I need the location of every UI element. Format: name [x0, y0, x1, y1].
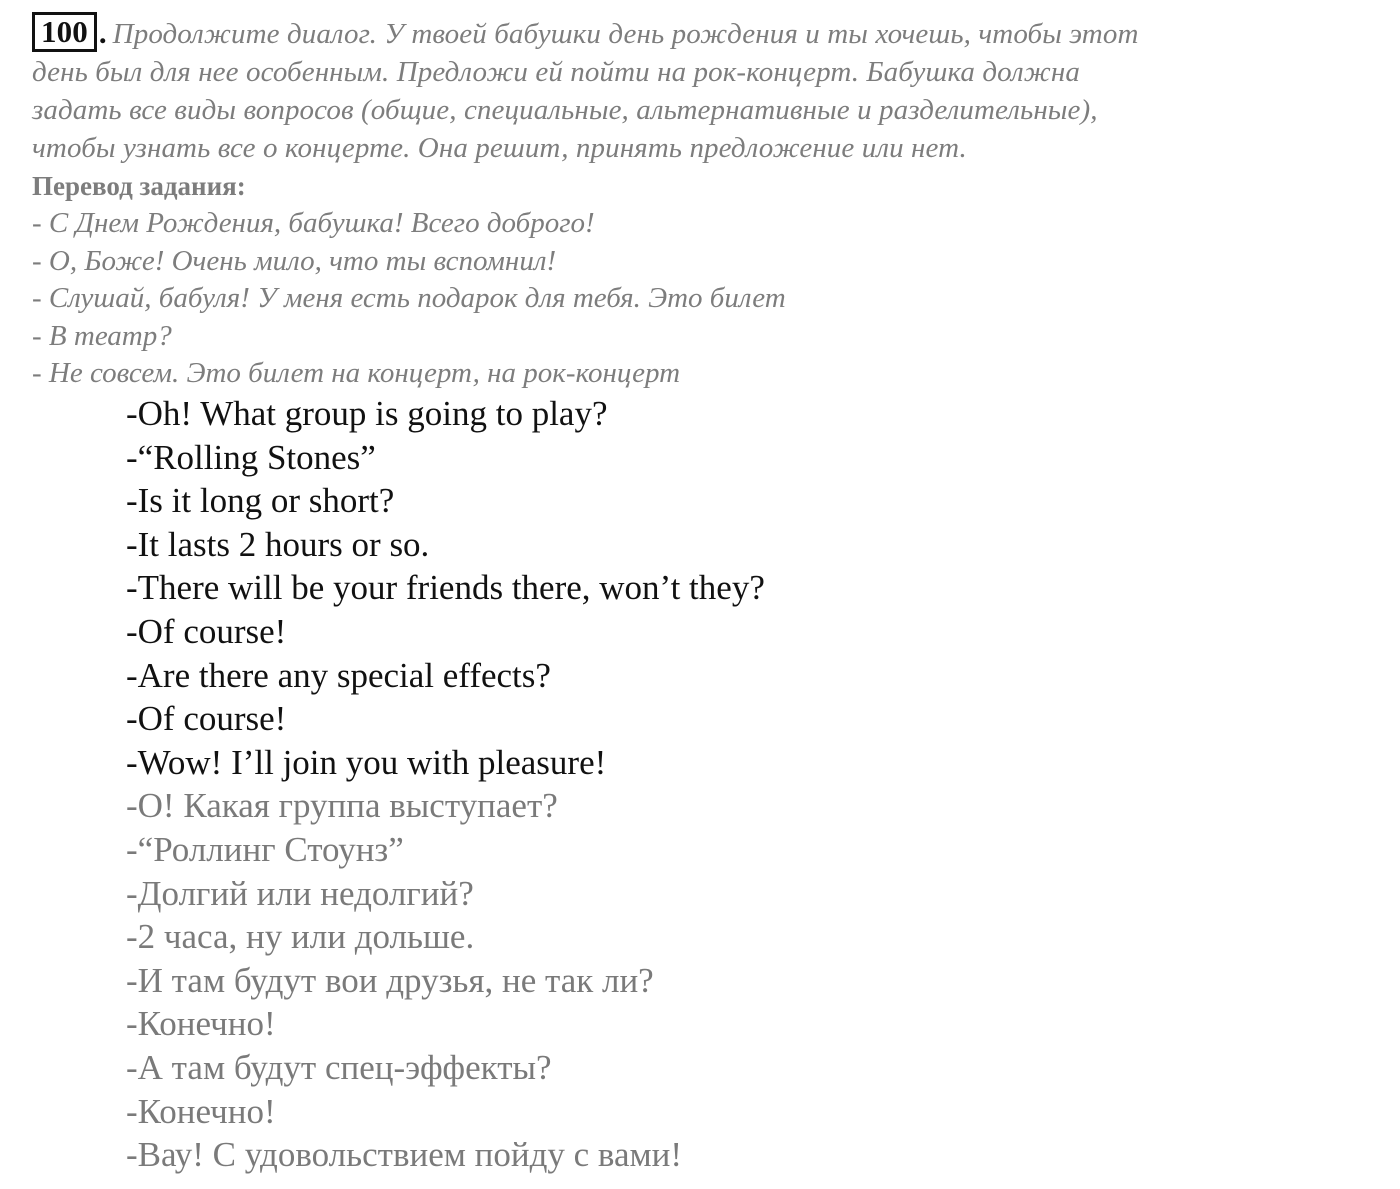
task-number-dot: .: [98, 15, 107, 50]
translation-line: - В театр?: [32, 319, 172, 352]
translation-line: - Не совсем. Это билет на концерт, на рок-концерт: [32, 357, 681, 389]
dialog-ru-line: -Вау! С удовольствием пойду с вами!: [126, 1135, 683, 1175]
task-number-box: 100: [32, 12, 97, 52]
translation-line: - О, Боже! Очень мило, что ты вспомнил!: [32, 244, 557, 277]
dialog-ru-line: -И там будут вои друзья, не так ли?: [126, 960, 654, 1000]
dialog-ru-line: -Конечно!: [126, 1091, 276, 1131]
dialog-ru-line: -А там будут спец-эффекты?: [126, 1047, 552, 1087]
task-block: [32, 14, 1362, 393]
dialog-en-line: -Of course!: [126, 699, 287, 739]
task-text-1: Продолжите диалог. У твоей бабушки день рождения и ты хочешь, чтобы этот: [112, 18, 1139, 50]
dialog-en-line: -“Rolling Stones”: [126, 437, 376, 477]
dialog-en-line: -Is it long or short?: [126, 481, 395, 521]
dialog-en-line: -It lasts 2 hours or so.: [126, 524, 430, 564]
dialog-block: [126, 392, 1326, 1177]
task-line-4: чтобы узнать все о концерте. Она решит, принять предложение или нет.: [32, 132, 967, 164]
dialog-en-line: -Are there any special effects?: [126, 655, 551, 695]
task-line-2: день был для нее особенным. Предложи ей пойти на рок-концерт. Бабушка должна: [32, 56, 1080, 88]
dialog-en-line: -Of course!: [126, 611, 287, 651]
translation-heading: Перевод задания:: [32, 171, 246, 201]
task-line-3: задать все виды вопросов (общие, специальные, альтернативные и разделительные),: [32, 94, 1098, 126]
dialog-en-line: -Oh! What group is going to play?: [126, 394, 608, 433]
translation-line: - С Днем Рождения, бабушка! Всего доброго!: [32, 207, 595, 239]
dialog-ru-line: -2 часа, ну или дольше.: [126, 917, 475, 957]
translation-line: - Слушай, бабуля! У меня есть подарок для тебя. Это билет: [32, 282, 786, 314]
dialog-en-line: -Wow! I’ll join you with pleasure!: [126, 742, 607, 782]
task-line-1: [32, 14, 1362, 53]
dialog-en-line: -There will be your friends there, won’t they?: [126, 568, 765, 608]
dialog-ru-line: -Долгий или недолгий?: [126, 873, 474, 913]
dialog-ru-line: -О! Какая группа выступает?: [126, 786, 558, 826]
dialog-ru-line: -Конечно!: [126, 1004, 276, 1044]
dialog-ru-line: -“Роллинг Стоунз”: [126, 829, 404, 869]
